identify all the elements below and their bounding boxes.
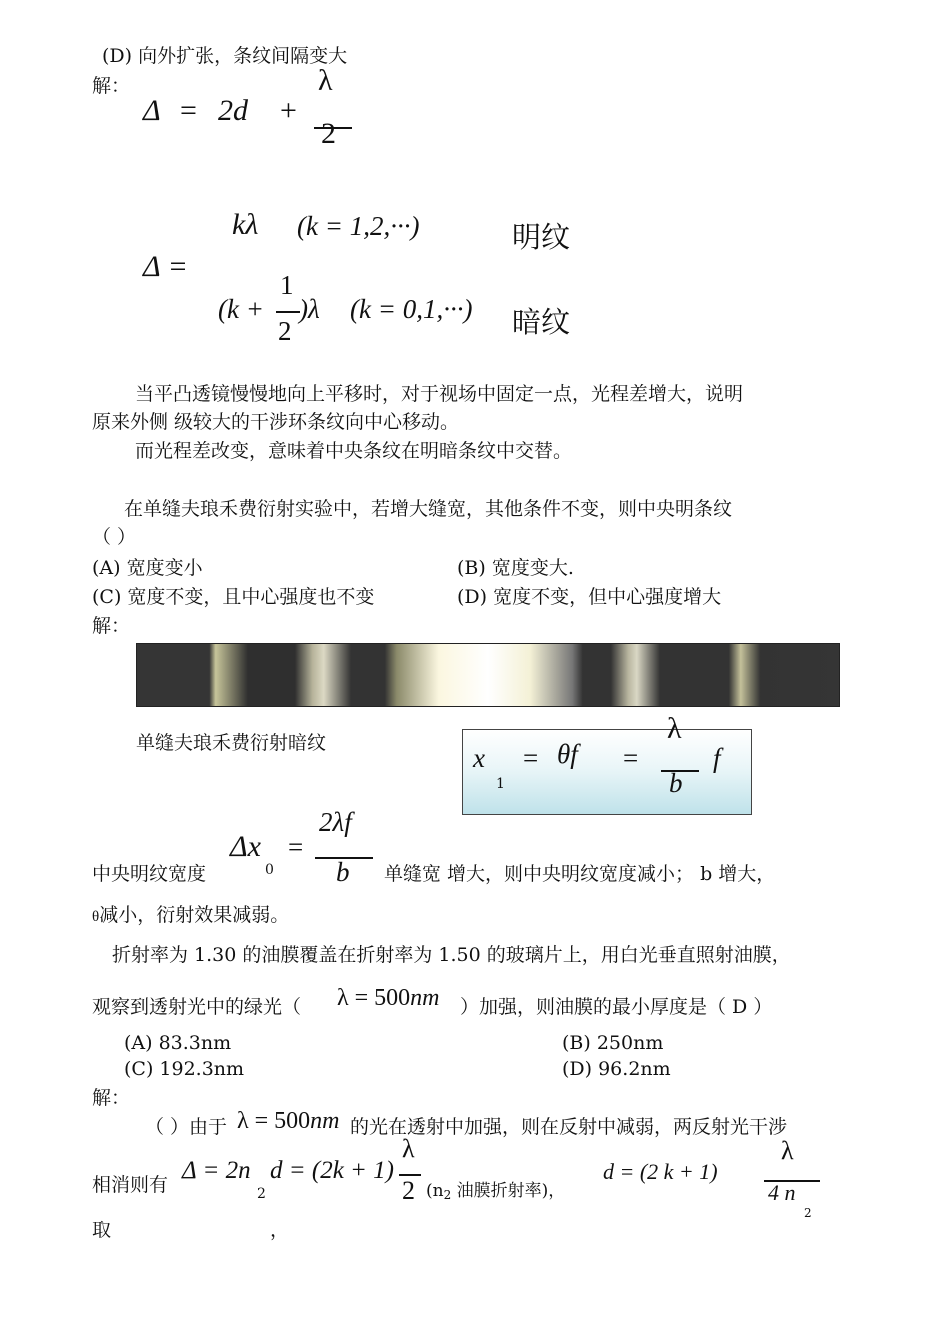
dark-close: )λ (299, 294, 320, 324)
paragraph-2: 而光程差改变，意味着中央条纹在明暗条纹中交替。 (135, 440, 573, 462)
cond-eq-num: λ (402, 1134, 415, 1163)
q3-option-c: (C) 192.3nm (124, 1058, 245, 1080)
q2-option-b: (B) 宽度变大. (457, 557, 574, 579)
width-label: 中央明纹宽度 (92, 863, 207, 885)
d-eq-lhs: d = (2 k + 1) (603, 1159, 718, 1184)
q3-lambda-eq-value: λ = 500 (337, 985, 411, 1011)
box-fraction-num: λ (667, 712, 682, 745)
q3-stem-line-2b: ）加强，则油膜的最小厚度是（ D ） (460, 996, 773, 1018)
q2-caption: 单缝夫琅禾费衍射暗纹 (136, 732, 327, 754)
cond-eq-lhs: Δ = 2n (182, 1157, 251, 1184)
width-fraction-num: 2λf (319, 807, 352, 837)
bright-condition: (k = 1,2,···) (297, 211, 420, 241)
fraction-denominator: 2 (321, 117, 336, 150)
paragraph-1-line-2: 原来外侧 级较大的干涉环条纹向中心移动。 (92, 411, 460, 433)
take-comma: ， (270, 1219, 290, 1241)
cond-eq-mid: d = (2k + 1) (270, 1157, 394, 1184)
dark-fraction-bar (276, 311, 300, 313)
plus-sign: + (280, 94, 297, 127)
q2-option-a: (A) 宽度变小 (92, 557, 203, 579)
q2-stem-line-1: 在单缝夫琅禾费衍射实验中，若增大缝宽，其他条件不变，则中央明条纹 (124, 498, 733, 520)
q3-solution-lambda-unit: nm (310, 1108, 340, 1134)
box-x: x (473, 743, 485, 773)
q3-solution-lambda-value: λ = 500 (237, 1108, 311, 1134)
d-eq-den: 4 n (768, 1180, 796, 1205)
q3-option-b: (B) 250nm (562, 1032, 664, 1054)
box-theta-f: θf (557, 739, 578, 769)
theta-line-text: 减小，衍射效果减弱。 (99, 904, 290, 926)
piecewise-lhs: Δ = (143, 250, 188, 283)
n2-note-open: (n (426, 1181, 444, 1201)
theta-line (92, 903, 289, 929)
box-f: f (713, 743, 721, 773)
q3-stem-line-1: 折射率为 1.30 的油膜覆盖在折射率为 1.50 的玻璃片上，用白光垂直照射油膜， (112, 944, 791, 966)
box-equals-2: = (623, 743, 639, 773)
box-fraction-den: b (669, 768, 683, 798)
dark-condition: (k = 0,1,···) (350, 294, 473, 324)
q3-solution-line-1a: （ ）由于 (145, 1116, 228, 1138)
q3-option-a: (A) 83.3nm (124, 1032, 232, 1054)
width-equals: = (288, 832, 304, 862)
solution-label: 解： (92, 75, 131, 97)
diffraction-fringe-image (136, 643, 840, 707)
paragraph-1-line-1: 当平凸透镜慢慢地向上平移时，对于视场中固定一点，光程差增大，说明 (135, 383, 744, 405)
q3-stem-line-2a: 观察到透射光中的绿光（ (92, 996, 302, 1018)
q2-stem-line-2: （ ） (92, 526, 137, 548)
n2-note-subscript: 2 (443, 1188, 452, 1202)
q3-solution-line-2a: 相消则有 (92, 1174, 169, 1196)
dark-open: (k + (218, 294, 264, 324)
dark-label: 暗纹 (512, 305, 571, 339)
take-label: 取 (92, 1219, 112, 1241)
dark-fraction-num: 1 (280, 270, 294, 300)
delta-symbol: Δ (143, 94, 161, 127)
q2-solution-label: 解： (92, 615, 131, 637)
width-explanation: 单缝宽 增大，则中央明纹宽度减小； b 增大， (384, 863, 776, 885)
theta-symbol: θ (92, 909, 100, 925)
term-2d: 2d (218, 94, 248, 127)
fraction-numerator: λ (318, 64, 333, 97)
box-x-subscript: 1 (496, 776, 505, 792)
width-delta-x: Δx (230, 830, 261, 863)
n2-note-text: 油膜折射率)， (451, 1181, 566, 1201)
q3-solution-lambda (237, 1108, 340, 1135)
q3-lambda-eq (337, 985, 440, 1012)
bright-label: 明纹 (512, 220, 571, 254)
cond-eq-subscript: 2 (257, 1186, 266, 1202)
equals-sign: = (180, 94, 197, 127)
q2-option-c: (C) 宽度不变，且中心强度也不变 (92, 586, 375, 608)
dark-fringe-formula-box (462, 712, 752, 815)
q3-lambda-unit: nm (410, 985, 440, 1011)
q3-solution-line-1b: 的光在透射中加强，则在反射中减弱，两反射光干涉 (350, 1116, 788, 1138)
cond-eq-den: 2 (402, 1176, 415, 1205)
d-eq-num: λ (781, 1136, 794, 1165)
dark-fraction-den: 2 (278, 316, 292, 346)
box-equals-1: = (523, 743, 539, 773)
n2-note (426, 1176, 565, 1202)
q3-option-d: (D) 96.2nm (562, 1058, 671, 1080)
width-fraction-den: b (336, 857, 350, 887)
width-subscript: 0 (265, 862, 274, 878)
q3-solution-label: 解： (92, 1087, 131, 1109)
previous-option-d: (D) 向外扩张，条纹间隔变大 (102, 45, 348, 67)
bright-expression: kλ (232, 208, 259, 241)
q2-option-d: (D) 宽度不变，但中心强度增大 (457, 586, 722, 608)
d-eq-subscript: 2 (804, 1206, 812, 1220)
